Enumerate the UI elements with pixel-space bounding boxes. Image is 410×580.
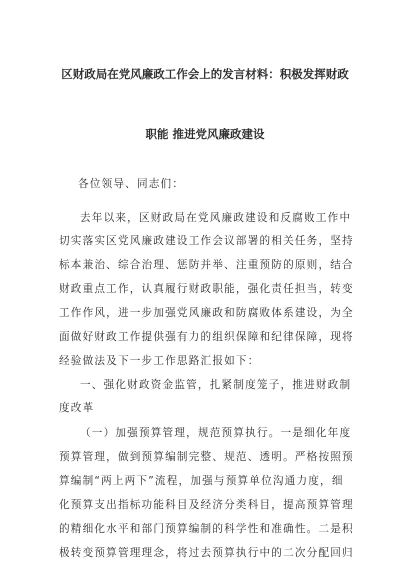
paragraph-line: 的精细化水平和部门预算编制的科学性和准确性。二是积: [59, 523, 354, 535]
paragraph-line: 去年以来，区财政局在党风廉政建设和反腐败工作中: [80, 212, 352, 224]
salutation: 各位领导、同志们：: [78, 178, 185, 190]
paragraph-line: 极转变预算管理理念，将过去预算执行中的二次分配回归: [59, 547, 354, 559]
document-title-line-1: 区财政局在党风廉政工作会上的发言材料：积极发挥财政: [61, 67, 349, 81]
paragraph-line: 算编制“两上两下”流程，加强与预算单位沟通力度，细: [59, 475, 344, 487]
paragraph-line: 标本兼治、综合治理、惩防并举、注重预防的原则，结合: [59, 259, 354, 271]
paragraph-line: 化预算支出指标功能科目及经济分类科目，提高预算管理: [59, 499, 354, 511]
paragraph-line: 预算管理，做到预算编制完整、规范、透明。严格按照预: [59, 451, 354, 463]
paragraph-line: 面做好财政工作提供强有力的组织保障和纪律保障，现将: [59, 331, 354, 343]
paragraph-line: 工作作风，进一步加强党风廉政和防腐败体系建设，为全: [59, 307, 354, 319]
paragraph-line: 切实落实区党风廉政建设工作会议部署的相关任务，坚持: [59, 235, 354, 247]
paragraph-line: 财政重点工作，认真履行财政职能，强化责任担当，转变: [59, 283, 354, 295]
paragraph-line: （一）加强预算管理，规范预算执行。一是细化年度: [80, 427, 352, 439]
section-heading-line: 度改革: [59, 402, 95, 414]
document-title-line-2: 职能 推进党风廉政建设: [145, 127, 265, 141]
section-heading-line: 一、强化财政资金监管，扎紧制度笼子，推进财政制: [80, 379, 352, 391]
paragraph-line: 经验做法及下一步工作思路汇报如下：: [59, 355, 260, 367]
